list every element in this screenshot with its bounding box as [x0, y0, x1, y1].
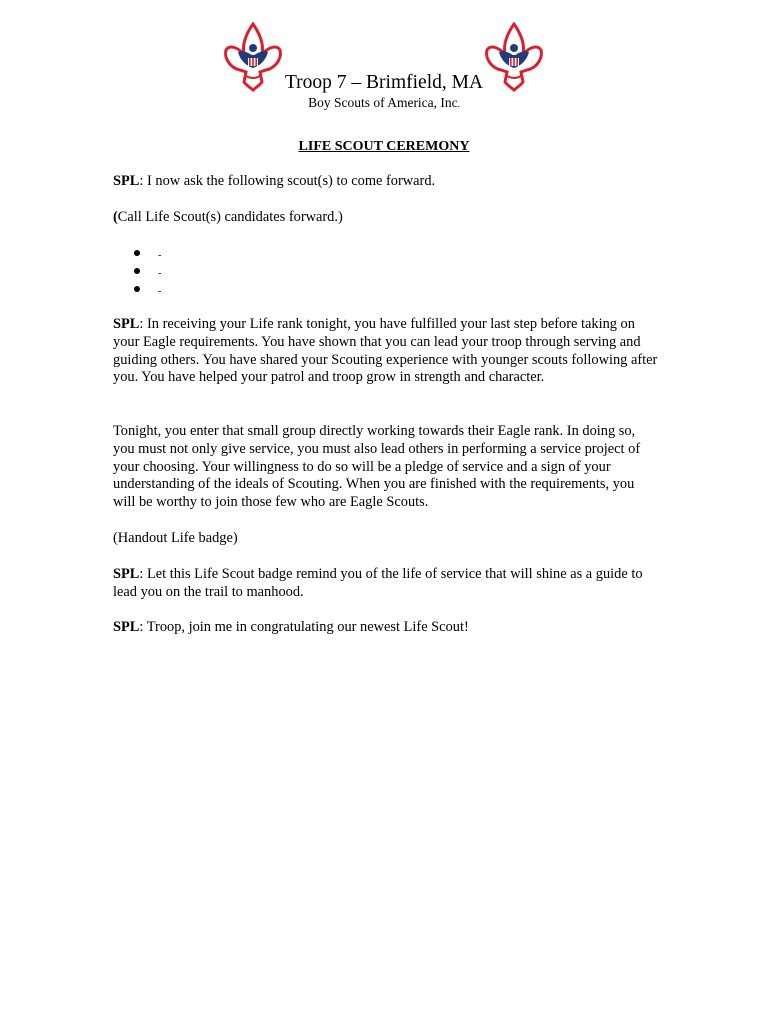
paragraph-call-forward	[113, 173, 658, 191]
troop-title: Troop 7 – Brimfield, MA	[284, 72, 484, 93]
organization-suffix: .	[457, 99, 460, 109]
paragraph-text: Call Life Scout(s) candidates forward.)	[117, 209, 343, 225]
open-paren: (	[113, 209, 118, 225]
candidate-item	[113, 244, 313, 262]
candidate-name: -	[158, 250, 162, 261]
paragraph-text: : Troop, join me in congratulating our newest Life Scout!	[139, 619, 469, 635]
candidate-list	[113, 244, 313, 298]
paragraph-handout: (Handout Life badge)	[113, 530, 238, 546]
paragraph-text: : Let this Life Scout badge remind you of the life of service that will shine as a guide to lead you on the trail to manhood.	[113, 566, 643, 600]
candidate-item	[113, 280, 313, 298]
paragraph-text: : In receiving your Life rank tonight, you have fulfilled your last step before taking on your Eagle requirements. You have shown that you can lead your troop through serving and guiding others. You have shared your Scouting experience with younger scouts following after you. You have helped your patrol and troop grow in strength and character.	[113, 316, 658, 386]
speaker-label: SPL	[113, 173, 140, 189]
organization-subtitle	[0, 95, 768, 112]
bullet-icon	[134, 250, 140, 256]
paragraph-eagle-path: Tonight, you enter that small group directly working towards their Eagle rank. In doing so, you must not only give service, you must also lead others in performing a service project of your choosing. Your willingness to do so will be a pledge of service and a sign of your understanding of the ideals of Scouting. When you are finished with the requirements, you will be worthy to join those few who are Eagle Scouts.	[113, 423, 641, 511]
paragraph-life-rank	[113, 316, 658, 387]
candidate-item	[113, 262, 313, 280]
candidate-name: -	[158, 286, 162, 297]
ceremony-title: LIFE SCOUT CEREMONY	[298, 139, 470, 154]
organization-name: Boy Scouts of America, Inc	[308, 95, 458, 110]
paragraph-congratulations	[113, 619, 658, 637]
paragraph-stage-direction	[113, 209, 658, 227]
speaker-label: SPL	[113, 619, 140, 635]
bullet-icon	[134, 286, 140, 292]
speaker-label: SPL	[113, 316, 140, 332]
bullet-icon	[134, 268, 140, 274]
speaker-label: SPL	[113, 566, 140, 582]
paragraph-badge-meaning	[113, 566, 658, 602]
paragraph-text: : I now ask the following scout(s) to come forward.	[139, 173, 436, 189]
candidate-name: -	[158, 268, 162, 279]
